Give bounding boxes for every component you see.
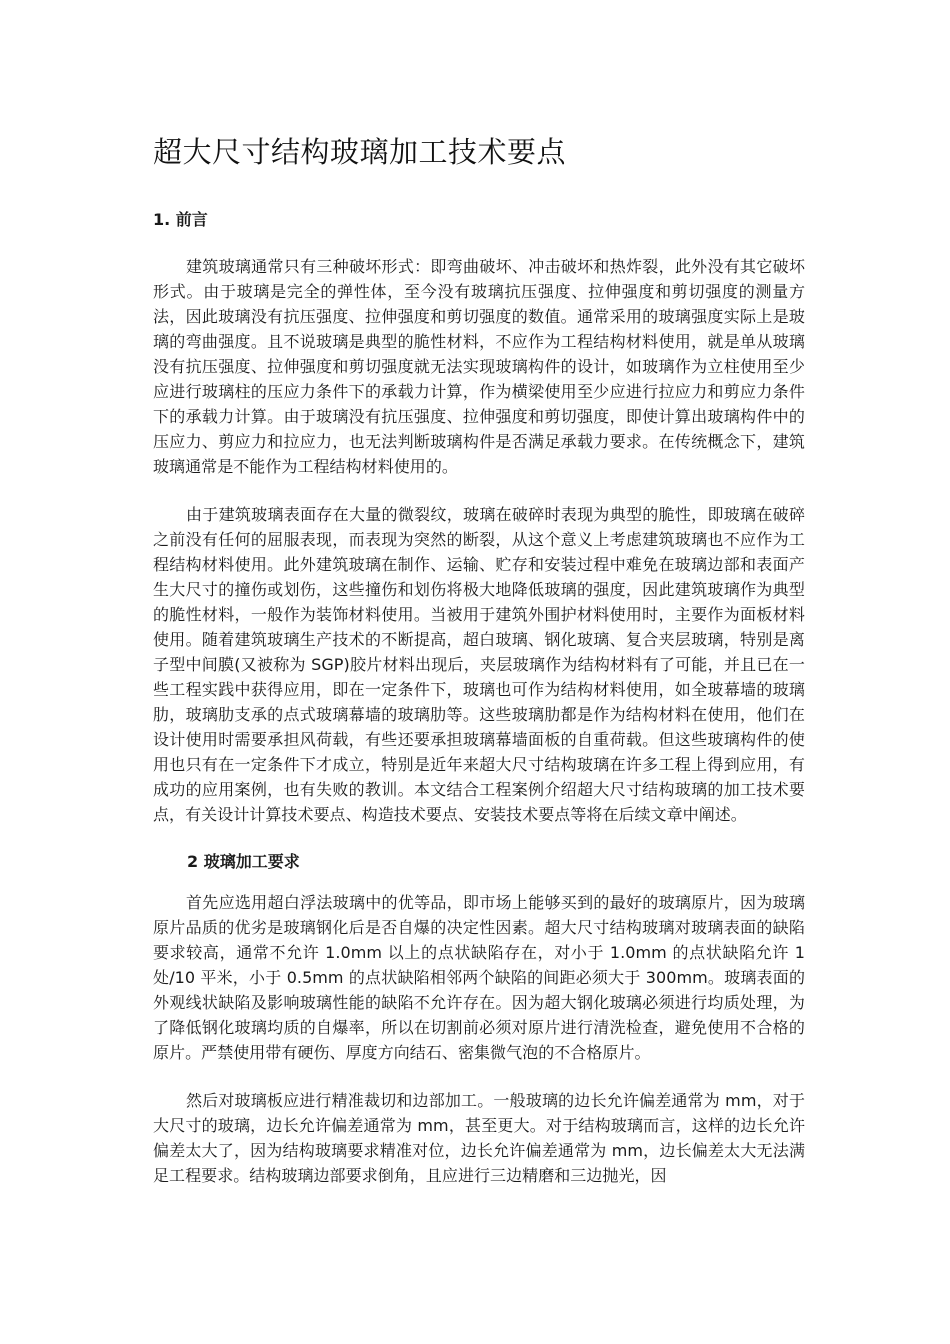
document-title: 超大尺寸结构玻璃加工技术要点	[153, 135, 567, 169]
paragraph: 由于建筑玻璃表面存在大量的微裂纹，玻璃在破碎时表现为典型的脆性，即玻璃在破碎之前没有任何的屈服表现，而表现为突然的断裂，从这个意义上考虑建筑玻璃也不应作为工程结构材料使用。此外建筑玻璃在制作、运输、贮存和安装过程中难免在玻璃边部和表面产生大尺寸的撞伤或划伤，这些撞伤和划伤将极大地降低玻璃的强度，因此建筑玻璃作为典型的脆性材料，一般作为装饰材料使用。当被用于建筑外围护材料使用时，主要作为面板材料使用。随着建筑玻璃生产技术的不断提高，超白玻璃、钢化玻璃、复合夹层玻璃，特别是离子型中间膜(又被称为 SGP)胶片材料出现后，夹层玻璃作为结构材料有了可能，并且已在一些工程实践中获得应用，即在一定条件下，玻璃也可作为结构材料使用，如全玻幕墙的玻璃肋，玻璃肋支承的点式玻璃幕墙的玻璃肋等。这些玻璃肋都是作为结构材料在使用，他们在设计使用时需要承担风荷载，有些还要承担玻璃幕墙面板的自重荷载。但这些玻璃构件的使用也只有在一定条件下才成立，特别是近年来超大尺寸结构玻璃在许多工程上得到应用，有成功的应用案例，也有失败的教训。本文结合工程案例介绍超大尺寸结构玻璃的加工技术要点，有关设计计算技术要点、构造技术要点、安装技术要点等将在后续文章中阐述。	[153, 505, 805, 824]
document-page	[153, 132, 805, 1211]
section-heading-preface: 1. 前言	[153, 210, 208, 229]
paragraph: 建筑玻璃通常只有三种破坏形式：即弯曲破坏、冲击破坏和热炸裂，此外没有其它破坏形式。由于玻璃是完全的弹性体，至今没有玻璃抗压强度、拉伸强度和剪切强度的测量方法，因此玻璃没有抗压强度、拉伸强度和剪切强度的数值。通常采用的玻璃强度实际上是玻璃的弯曲强度。且不说玻璃是典型的脆性材料，不应作为工程结构材料使用，就是单从玻璃没有抗压强度、拉伸强度和剪切强度就无法实现玻璃构件的设计，如玻璃作为立柱使用至少应进行玻璃柱的压应力条件下的承载力计算，作为横梁使用至少应进行拉应力和剪应力条件下的承载力计算。由于玻璃没有抗压强度、拉伸强度和剪切强度，即使计算出玻璃构件中的压应力、剪应力和拉应力，也无法判断玻璃构件是否满足承载力要求。在传统概念下，建筑玻璃通常是不能作为工程结构材料使用的。	[153, 257, 805, 476]
paragraph: 首先应选用超白浮法玻璃中的优等品，即市场上能够买到的最好的玻璃原片，因为玻璃原片品质的优劣是玻璃钢化后是否自爆的决定性因素。超大尺寸结构玻璃对玻璃表面的缺陷要求较高，通常不允许 1.0mm 以上的点状缺陷存在，对小于 1.0mm 的点状缺陷允许 1 处/10 平米，小于 0.5mm 的点状缺陷相邻两个缺陷的间距必须大于 300mm。玻璃表面的外观线状缺陷及影响玻璃性能的缺陷不允许存在。因为超大钢化玻璃必须进行均质处理，为了降低钢化玻璃均质的自爆率，所以在切割前必须对原片进行清洗检查，避免使用不合格的原片。严禁使用带有硬伤、厚度方向结石、密集微气泡的不合格原片。	[153, 893, 805, 1062]
section-heading-glass-processing: 2 玻璃加工要求	[187, 852, 300, 871]
paragraph: 然后对玻璃板应进行精准裁切和边部加工。一般玻璃的边长允许偏差通常为 mm，对于大尺寸的玻璃，边长允许偏差通常为 mm，甚至更大。对于结构玻璃而言，这样的边长允许偏差太大了，因为结构玻璃要求精准对位，边长允许偏差通常为 mm，边长偏差太大无法满足工程要求。结构玻璃边部要求倒角，且应进行三边精磨和三边抛光，因	[153, 1091, 805, 1185]
